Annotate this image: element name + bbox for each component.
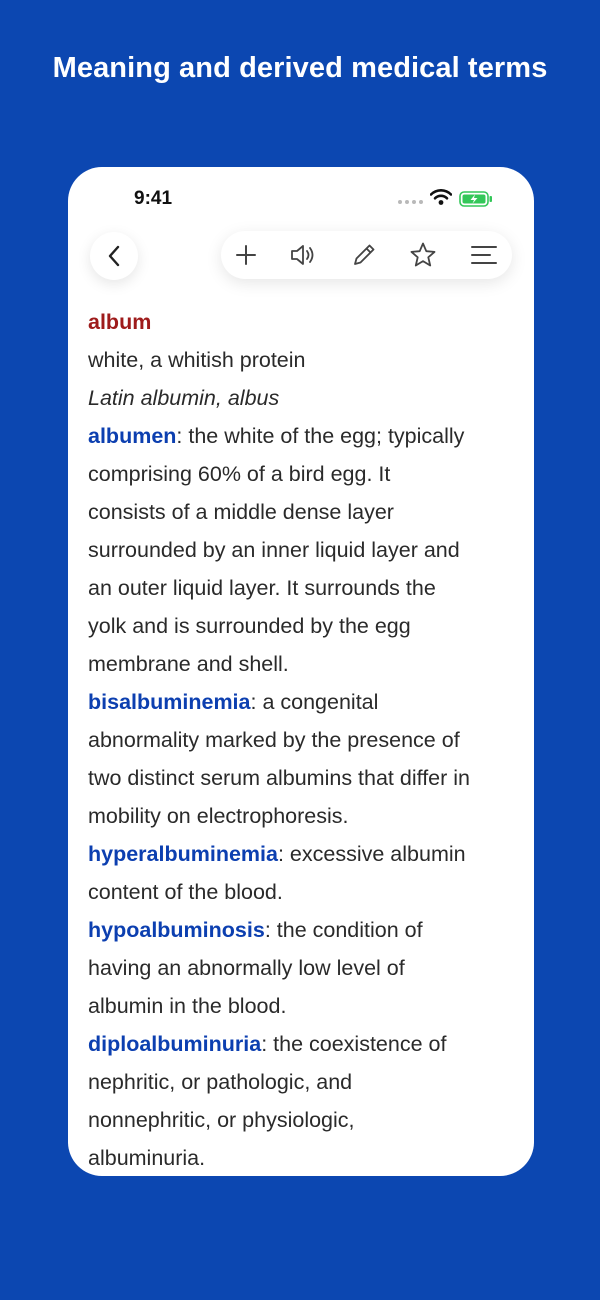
page-headline: Meaning and derived medical terms bbox=[52, 52, 548, 84]
entry-etymology: Latin albumin, albus bbox=[88, 386, 280, 410]
derived-term-entry bbox=[88, 683, 518, 835]
derived-term-link[interactable]: hypoalbuminosis bbox=[88, 918, 265, 942]
back-button[interactable] bbox=[90, 232, 138, 280]
derived-term-link[interactable]: bisalbuminemia bbox=[88, 690, 251, 714]
definition-line: two distinct serum albumins that differ in bbox=[88, 766, 470, 790]
derived-term-link[interactable]: albumen bbox=[88, 424, 177, 448]
definition-text: : a congenital bbox=[250, 690, 379, 714]
definition-line: consists of a middle dense layer bbox=[88, 500, 394, 524]
definition-line: yolk and is surrounded by the egg bbox=[88, 614, 411, 638]
derived-term-entry bbox=[88, 835, 518, 911]
menu-icon bbox=[470, 244, 498, 266]
pronounce-button[interactable] bbox=[288, 240, 318, 270]
add-button[interactable] bbox=[231, 240, 261, 270]
definition-line: nephritic, or pathologic, and bbox=[88, 1070, 353, 1094]
definition-text: : excessive albumin bbox=[277, 842, 466, 866]
status-bar bbox=[68, 167, 534, 227]
derived-term-entry bbox=[88, 911, 518, 1025]
wifi-icon bbox=[430, 189, 452, 205]
derived-term-entry bbox=[88, 417, 518, 683]
phone-frame bbox=[68, 167, 534, 1176]
definition-line bbox=[88, 417, 518, 455]
entry-definition: white, a whitish protein bbox=[88, 348, 306, 372]
signal-icon bbox=[398, 200, 423, 204]
entry-toolbar bbox=[221, 231, 512, 279]
derived-term-link[interactable]: hyperalbuminemia bbox=[88, 842, 278, 866]
definition-line: content of the blood. bbox=[88, 880, 283, 904]
definition-line: nonnephritic, or physiologic, bbox=[88, 1108, 355, 1132]
definition-line bbox=[88, 835, 518, 873]
pencil-icon bbox=[351, 242, 377, 268]
entry-headword: album bbox=[88, 310, 152, 334]
definition-line: albuminuria. bbox=[88, 1146, 206, 1170]
definition-line: mobility on electrophoresis. bbox=[88, 804, 349, 828]
derived-term-link[interactable]: diploalbuminuria bbox=[88, 1032, 262, 1056]
definition-line bbox=[88, 1025, 518, 1063]
status-time: 9:41 bbox=[134, 188, 173, 209]
definition-line: abnormality marked by the presence of bbox=[88, 728, 460, 752]
battery-icon bbox=[459, 191, 493, 207]
speaker-icon bbox=[289, 242, 317, 268]
definition-line bbox=[88, 911, 518, 949]
definition-text: : the coexistence of bbox=[261, 1032, 447, 1056]
definition-line: having an abnormally low level of bbox=[88, 956, 405, 980]
chevron-left-icon bbox=[107, 244, 121, 268]
derived-term-entry bbox=[88, 1025, 518, 1176]
entry-content bbox=[88, 303, 518, 1176]
favorite-button[interactable] bbox=[408, 240, 438, 270]
definition-line: albumin in the blood. bbox=[88, 994, 287, 1018]
definition-line: membrane and shell. bbox=[88, 652, 289, 676]
definition-line: comprising 60% of a bird egg. It bbox=[88, 462, 391, 486]
menu-button[interactable] bbox=[469, 240, 499, 270]
definition-text: : the white of the egg; typically bbox=[176, 424, 465, 448]
definition-line bbox=[88, 683, 518, 721]
definition-line: surrounded by an inner liquid layer and bbox=[88, 538, 460, 562]
definition-line: an outer liquid layer. It surrounds the bbox=[88, 576, 436, 600]
star-icon bbox=[409, 241, 437, 269]
edit-button[interactable] bbox=[349, 240, 379, 270]
definition-text: : the condition of bbox=[264, 918, 423, 942]
plus-icon bbox=[235, 244, 257, 266]
